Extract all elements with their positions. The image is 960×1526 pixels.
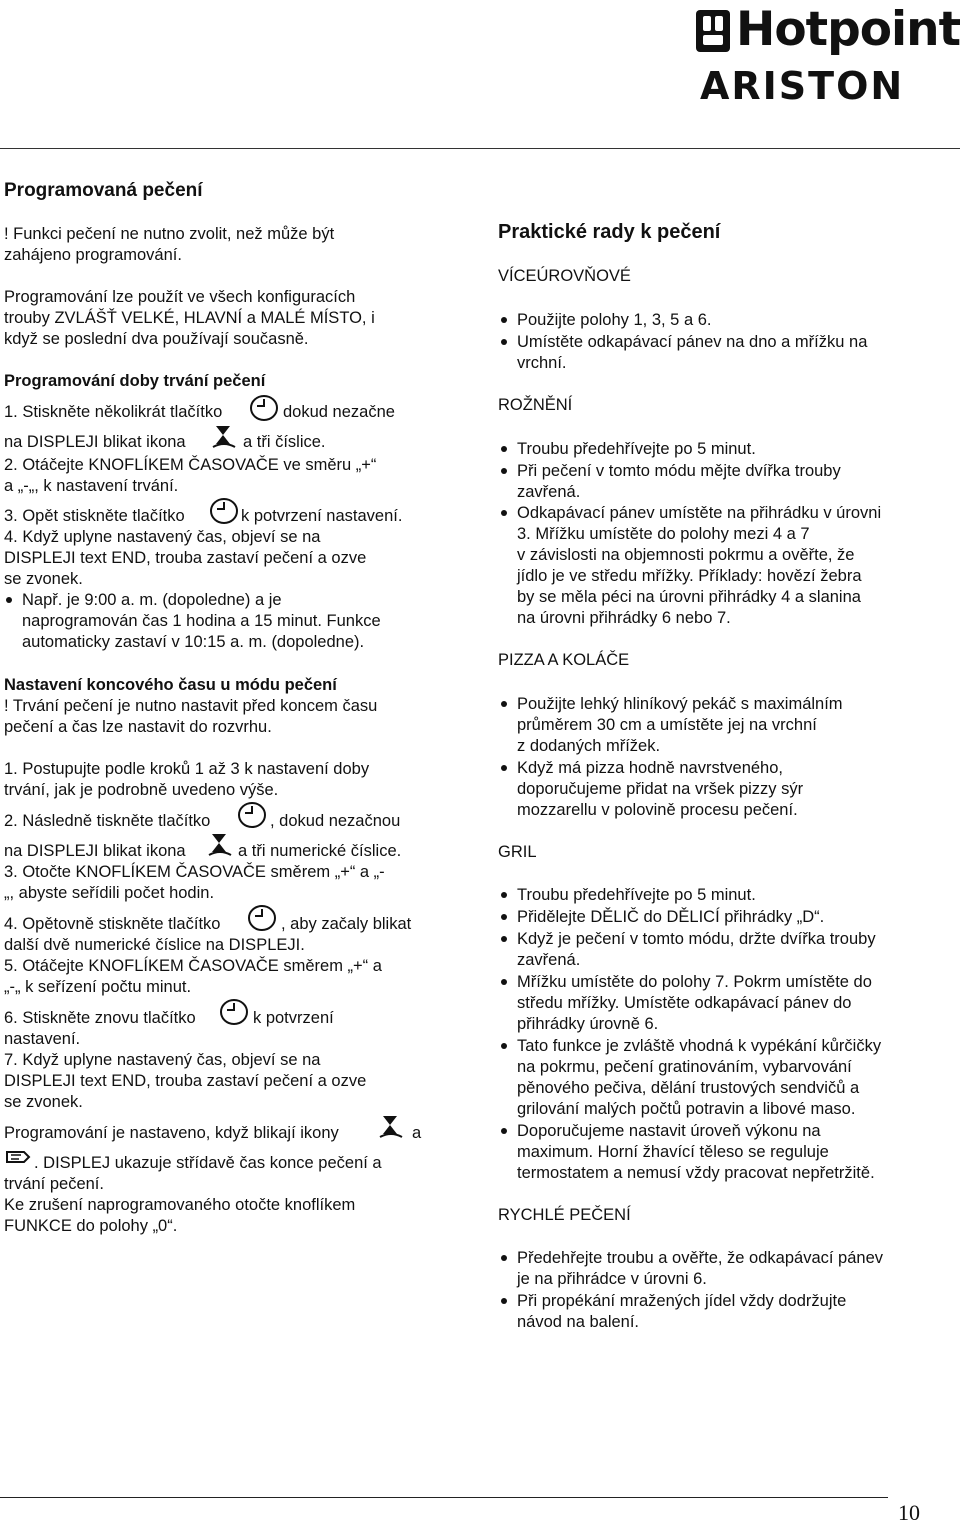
bullet-icon [501, 936, 507, 942]
step-text: 3. Otočte KNOFLÍKEM ČASOVAČE směrem „+“ a „- [4, 863, 385, 881]
section-heading: GRIL [498, 843, 537, 861]
step-text: dokud nezačne [283, 403, 395, 421]
step-text: „, abyste seřídili počet hodin. [4, 884, 215, 902]
tip-line: Když je pečení v tomto módu, držte dvířka trouby [517, 930, 876, 948]
example-line: automaticky zastaví v 10:15 a. m. (dopoledne). [22, 633, 365, 651]
tip-line: maximum. Horní žhavící těleso se reguluje [517, 1143, 829, 1161]
bullet-icon [501, 339, 507, 345]
step-text: další dvě numerické číslice na DISPLEJI. [4, 936, 305, 954]
bullet-icon [6, 597, 12, 603]
bullet-icon [501, 1255, 507, 1261]
tip-line: zavřená. [517, 951, 581, 969]
tip-line: Předehřejte troubu a ověřte, že odkapávací pánev [517, 1249, 883, 1267]
bullet-icon [501, 701, 507, 707]
step-text: 4. Když uplyne nastavený čas, objeví se na [4, 528, 321, 546]
step-text: 4. Opětovně stiskněte tlačítko [4, 915, 221, 933]
tip-line: středu mřížky. Umístěte odkapávací pánev do [517, 994, 852, 1012]
tip-line: Použijte lehký hliníkový pekáč s maximálním [517, 695, 843, 713]
tip-line: Troubu předehřívejte po 5 minut. [517, 440, 756, 458]
bullet-icon [501, 317, 507, 323]
step-text: a tři numerické číslice. [238, 842, 402, 860]
tip-line: Při pečení v tomto módu mějte dvířka trouby [517, 462, 841, 480]
hourglass-end-time-icon [206, 832, 234, 858]
step-text: trvání, jak je podrobně uvedeno výše. [4, 781, 279, 799]
tip-line: Použijte polohy 1, 3, 5 a 6. [517, 311, 712, 329]
step-text: se zvonek. [4, 1093, 83, 1111]
tip-line: vrchní. [517, 354, 567, 372]
tip-line: Při propékání mražených jídel vždy dodržujte [517, 1292, 847, 1310]
tip-line: Přidělejte DĚLIČ do DĚLICÍ přihrádky „D“. [517, 908, 825, 926]
hourglass-duration-icon [210, 424, 238, 450]
step-text: 2. Otáčejte KNOFLÍKEM ČASOVAČE ve směru „+“ [4, 456, 377, 474]
end-time-heading: Nastavení koncového času u módu pečení [4, 676, 337, 694]
end-cooking-icon [4, 1145, 34, 1169]
bullet-icon [501, 446, 507, 452]
step-text: 6. Stiskněte znovu tlačítko [4, 1009, 196, 1027]
bullet-icon [501, 1298, 507, 1304]
step-text: a tři číslice. [243, 433, 326, 451]
tip-line: Doporučujeme nastavit úroveň výkonu na [517, 1122, 821, 1140]
bullet-icon [501, 979, 507, 985]
section-heading: RYCHLÉ PEČENÍ [498, 1206, 631, 1224]
page-number: 10 [898, 1500, 920, 1525]
clock-button-icon [248, 393, 280, 423]
bullet-icon [501, 765, 507, 771]
tip-line: pěnového pečiva, dělání trustových sendvičů a [517, 1079, 860, 1097]
tip-line: na úrovni přihrádky 6 nebo 7. [517, 609, 731, 627]
step-text: 7. Když uplyne nastavený čas, objeví se na [4, 1051, 321, 1069]
config-line: Programování lze použít ve všech konfiguracích [4, 288, 356, 306]
tip-line: je na přihrádce v úrovni 6. [517, 1270, 707, 1288]
section-heading: VÍCEÚROVŇOVÉ [498, 267, 631, 285]
tip-line: Troubu předehřívejte po 5 minut. [517, 886, 756, 904]
clock-button-icon [246, 903, 278, 933]
duration-heading: Programování doby trvání pečení [4, 372, 266, 390]
tip-line: v závislosti na objemnosti pokrmu a ověřte, že [517, 546, 855, 564]
step-text: 2. Následně tiskněte tlačítko [4, 812, 211, 830]
tip-line: termostatem a nemusí vždy pracovat nepřetržitě. [517, 1164, 875, 1182]
cancel-line: Ke zrušení naprogramovaného otočte knoflíkem [4, 1196, 356, 1214]
step-text: k potvrzení nastavení. [241, 507, 403, 525]
brand-subname: ARISTON [700, 64, 905, 108]
hourglass-duration-icon [377, 1114, 405, 1140]
tip-line: by se měla péci na úrovni přihrádky 4 a slanina [517, 588, 861, 606]
step-text: DISPLEJI text END, trouba zastaví pečení a ozve [4, 1072, 367, 1090]
step-text: 5. Otáčejte KNOFLÍKEM ČASOVAČE směrem „+“ a [4, 957, 382, 975]
step-text: DISPLEJI text END, trouba zastaví pečení a ozve [4, 549, 367, 567]
program-set-text: trvání pečení. [4, 1175, 104, 1193]
config-line: když se poslední dva používají současně. [4, 330, 309, 348]
tip-line: jídlo je ve středu mřížky. Příklady: hovězí žebra [517, 567, 862, 585]
tip-line: Odkapávací pánev umístěte na přihrádku v úrovni [517, 504, 882, 522]
brand-logo [694, 0, 960, 112]
tip-line: mozzarellu v polovině procesu pečení. [517, 801, 798, 819]
right-title: Praktické rady k pečení [498, 221, 721, 243]
step-text: 3. Opět stiskněte tlačítko [4, 507, 185, 525]
step-text: nastavení. [4, 1030, 81, 1048]
bullet-icon [501, 1043, 507, 1049]
hotpoint-logo-mark-icon [694, 6, 732, 56]
step-text: „-„ k seřízení počtu minut. [4, 978, 192, 996]
tip-line: doporučujeme přidat na vršek pizzy sýr [517, 780, 804, 798]
step-text: na DISPLEJI blikat ikona [4, 433, 186, 451]
tip-line: průměrem 30 cm a umístěte jej na vrchní [517, 716, 817, 734]
step-text: , aby začaly blikat [281, 915, 412, 933]
step-text: se zvonek. [4, 570, 83, 588]
notice-line: zahájeno programování. [4, 246, 182, 264]
tip-line: Umístěte odkapávací pánev na dno a mřížku na [517, 333, 868, 351]
notice-line: ! Funkci pečení ne nutno zvolit, než může být [4, 225, 335, 243]
tip-line: návod na balení. [517, 1313, 640, 1331]
bullet-icon [501, 892, 507, 898]
brand-name: Hotpoint [736, 2, 960, 57]
left-title: Programovaná pečení [4, 180, 203, 201]
clock-button-icon [236, 800, 268, 830]
step-text: 1. Stiskněte několikrát tlačítko [4, 403, 223, 421]
tip-line: přihrádky úrovně 6. [517, 1015, 659, 1033]
clock-button-icon [218, 997, 250, 1027]
tip-line: z dodaných mřížek. [517, 737, 661, 755]
bullet-icon [501, 468, 507, 474]
tip-line: Tato funkce je zvláště vhodná k vypékání kůrčičky [517, 1037, 882, 1055]
tip-line: grilování malých počtů potravin a libové maso. [517, 1100, 856, 1118]
tip-line: zavřená. [517, 483, 581, 501]
end-note-line: ! Trvání pečení je nutno nastavit před koncem času [4, 697, 378, 715]
section-heading: ROŽNĚNÍ [498, 396, 573, 414]
bullet-icon [501, 510, 507, 516]
step-text: k potvrzení [253, 1009, 334, 1027]
config-line: trouby ZVLÁŠŤ VELKÉ, HLAVNÍ a MALÉ MÍSTO, i [4, 309, 375, 327]
tip-line: Když má pizza hodně navrstveného, [517, 759, 783, 777]
step-text: 1. Postupujte podle kroků 1 až 3 k nastavení doby [4, 760, 370, 778]
tip-line: na pokrmu, pečení gratinováním, vybarvování [517, 1058, 852, 1076]
header-rule [0, 148, 960, 149]
footer-rule [0, 1497, 888, 1498]
bullet-icon [501, 1128, 507, 1134]
section-heading: PIZZA A KOLÁČE [498, 651, 630, 669]
program-set-text: . DISPLEJ ukazuje střídavě čas konce pečení a [34, 1154, 382, 1172]
tip-line: Mřížku umístěte do polohy 7. Pokrm umístěte do [517, 973, 872, 991]
tip-line: 3. Mřížku umístěte do polohy mezi 4 a 7 [517, 525, 810, 543]
example-line: naprogramován čas 1 hodina a 15 minut. Funkce [22, 612, 381, 630]
step-text: a „-„, k nastavení trvání. [4, 477, 179, 495]
cancel-line: FUNKCE do polohy „0“. [4, 1217, 178, 1235]
step-text: , dokud nezačnou [270, 812, 401, 830]
program-set-text: a [412, 1124, 422, 1142]
bullet-icon [501, 914, 507, 920]
example-line: Např. je 9:00 a. m. (dopoledne) a je [22, 591, 282, 609]
clock-button-icon [208, 496, 240, 526]
program-set-text: Programování je nastaveno, když blikají ikony [4, 1124, 339, 1142]
step-text: na DISPLEJI blikat ikona [4, 842, 186, 860]
end-note-line: pečení a čas lze nastavit do rozvrhu. [4, 718, 272, 736]
